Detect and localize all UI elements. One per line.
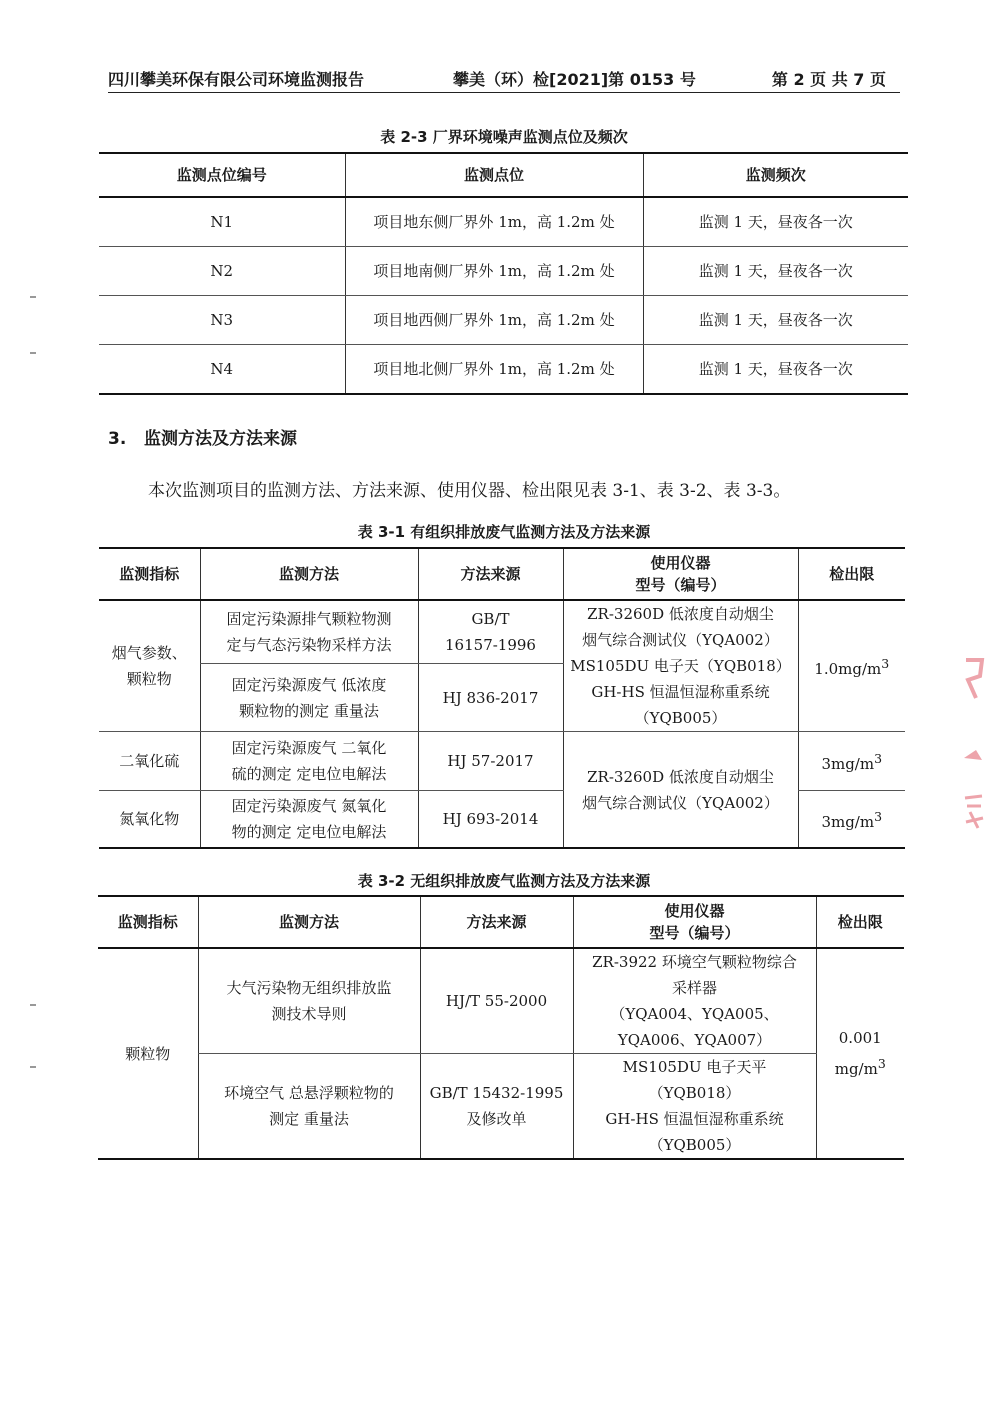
method-cell bbox=[200, 600, 418, 664]
section-heading bbox=[108, 424, 297, 449]
stamp-fragment bbox=[962, 742, 986, 756]
limit-superscript: 3 bbox=[877, 1056, 886, 1071]
intro-paragraph: 本次监测项目的监测方法、方法来源、使用仪器、检出限见表 3-1、表 3-2、表 3-3。 bbox=[148, 481, 791, 501]
instrument-line: 烟气综合测试仪（YQA002） bbox=[582, 631, 779, 649]
header-page-number: 第 2 页 共 7 页 bbox=[771, 70, 886, 89]
instrument-line: ZR-3260D 低浓度自动烟尘 bbox=[587, 605, 774, 623]
instrument-header-line: 使用仪器 bbox=[664, 902, 725, 920]
column-header: 检出限 bbox=[816, 896, 904, 948]
scan-mark bbox=[30, 1004, 36, 1006]
source-cell: HJ 693-2014 bbox=[418, 791, 563, 849]
instrument-line: GH-HS 恒温恒湿称重系统 bbox=[605, 1110, 784, 1128]
frequency: 监测 1 天，昼夜各一次 bbox=[643, 345, 908, 395]
limit-cell bbox=[816, 948, 904, 1159]
table-3-1-title: 表 3-1 有组织排放废气监测方法及方法来源 bbox=[357, 523, 651, 541]
source-cell bbox=[418, 600, 563, 664]
indicator-cell: 颗粒物 bbox=[98, 948, 198, 1159]
instrument-line: （YQB018） bbox=[648, 1084, 741, 1102]
point-location: 项目地西侧厂界外 1m，高 1.2m 处 bbox=[345, 296, 643, 345]
table-row bbox=[99, 732, 905, 791]
limit-value: 3mg/m bbox=[821, 812, 875, 831]
source-line: 16157-1996 bbox=[445, 636, 536, 655]
method-line: 硫的测定 定电位电解法 bbox=[231, 765, 387, 783]
source-line: GB/T bbox=[471, 610, 510, 629]
method-line: 测技术导则 bbox=[271, 1005, 347, 1023]
scan-mark bbox=[30, 352, 36, 354]
limit-cell bbox=[798, 600, 905, 732]
method-cell bbox=[200, 732, 418, 791]
table-2-3-title: 表 2-3 厂界环境噪声监测点位及频次 bbox=[380, 128, 628, 146]
instrument-line: ZR-3922 环境空气颗粒物综合 bbox=[592, 953, 797, 971]
method-line: 环境空气 总悬浮颗粒物的 bbox=[224, 1084, 394, 1102]
table-row bbox=[99, 600, 905, 664]
instrument-line: （YQA004、YQA005、 bbox=[610, 1005, 779, 1023]
scan-mark bbox=[30, 1066, 36, 1068]
point-id: N2 bbox=[99, 247, 345, 296]
method-line: 固定污染源废气 低浓度 bbox=[231, 675, 387, 694]
indicator-cell bbox=[99, 600, 200, 732]
source-cell bbox=[420, 1054, 573, 1160]
frequency: 监测 1 天，昼夜各一次 bbox=[643, 197, 908, 247]
limit-superscript: 3 bbox=[881, 655, 890, 671]
instrument-header-line: 型号（编号） bbox=[649, 924, 740, 942]
method-line: 固定污染源废气 二氧化 bbox=[231, 739, 387, 757]
table-row bbox=[99, 296, 908, 345]
limit-cell bbox=[798, 791, 905, 849]
table-header-row bbox=[98, 896, 904, 948]
table-header-row bbox=[99, 153, 908, 197]
method-line: 固定污染源废气 氮氧化 bbox=[231, 797, 387, 815]
page-header bbox=[108, 62, 900, 93]
point-location: 项目地南侧厂界外 1m，高 1.2m 处 bbox=[345, 247, 643, 296]
instrument-cell bbox=[573, 1054, 816, 1160]
limit-superscript: 3 bbox=[874, 808, 883, 824]
table-3-1 bbox=[99, 547, 905, 849]
instrument-line: GH-HS 恒温恒湿称重系统 bbox=[591, 683, 770, 701]
table-3-2-title: 表 3-2 无组织排放废气监测方法及方法来源 bbox=[357, 872, 651, 890]
point-id: N1 bbox=[99, 197, 345, 247]
limit-unit: mg/m bbox=[834, 1060, 878, 1078]
instrument-line: ZR-3260D 低浓度自动烟尘 bbox=[587, 767, 774, 786]
column-header: 方法来源 bbox=[418, 548, 563, 600]
limit-cell bbox=[798, 732, 905, 791]
column-header: 监测方法 bbox=[200, 548, 418, 600]
stamp-fragment bbox=[962, 656, 986, 702]
instrument-line: 采样器 bbox=[671, 979, 717, 997]
column-header bbox=[573, 896, 816, 948]
table-row bbox=[99, 197, 908, 247]
point-id: N3 bbox=[99, 296, 345, 345]
instrument-line: 烟气综合测试仪（YQA002） bbox=[582, 793, 779, 812]
method-line: 测定 重量法 bbox=[269, 1110, 349, 1128]
method-cell bbox=[200, 791, 418, 849]
indicator-cell: 二氧化硫 bbox=[99, 732, 200, 791]
table-row bbox=[99, 247, 908, 296]
table-header-row bbox=[99, 548, 905, 600]
limit-superscript: 3 bbox=[874, 750, 883, 766]
instrument-line: （YQB005） bbox=[648, 1136, 741, 1154]
table-2-3 bbox=[99, 152, 908, 395]
method-cell bbox=[200, 664, 418, 732]
method-cell bbox=[198, 1054, 420, 1160]
column-header: 监测点位 bbox=[345, 153, 643, 197]
source-line: 及修改单 bbox=[466, 1110, 527, 1128]
method-line: 固定污染源排气颗粒物测 bbox=[226, 610, 392, 629]
column-header: 监测指标 bbox=[98, 896, 198, 948]
method-line: 物的测定 定电位电解法 bbox=[231, 823, 387, 841]
section-title: 监测方法及方法来源 bbox=[144, 429, 297, 449]
source-cell: HJ 836-2017 bbox=[418, 664, 563, 732]
indicator-cell: 氮氧化物 bbox=[99, 791, 200, 849]
frequency: 监测 1 天，昼夜各一次 bbox=[643, 296, 908, 345]
method-cell bbox=[198, 948, 420, 1054]
instrument-cell bbox=[573, 948, 816, 1054]
instrument-header-line: 使用仪器 bbox=[650, 554, 711, 572]
source-line: GB/T 15432-1995 bbox=[429, 1084, 564, 1102]
table-3-2 bbox=[98, 895, 904, 1160]
frequency: 监测 1 天，昼夜各一次 bbox=[643, 247, 908, 296]
table-row bbox=[99, 345, 908, 395]
column-header: 检出限 bbox=[798, 548, 905, 600]
column-header: 监测方法 bbox=[198, 896, 420, 948]
instrument-cell bbox=[563, 732, 798, 849]
indicator-line: 颗粒物 bbox=[126, 670, 172, 688]
column-header: 监测指标 bbox=[99, 548, 200, 600]
limit-value: 3mg/m bbox=[821, 754, 875, 773]
table-row bbox=[98, 948, 904, 1054]
method-line: 颗粒物的测定 重量法 bbox=[239, 701, 379, 720]
instrument-line: （YQB005） bbox=[634, 709, 727, 727]
column-header: 监测点位编号 bbox=[99, 153, 345, 197]
point-id: N4 bbox=[99, 345, 345, 395]
point-location: 项目地东侧厂界外 1m，高 1.2m 处 bbox=[345, 197, 643, 247]
instrument-line: MS105DU 电子天平 bbox=[622, 1058, 767, 1076]
column-header: 方法来源 bbox=[420, 896, 573, 948]
column-header bbox=[563, 548, 798, 600]
source-cell: HJ/T 55-2000 bbox=[420, 948, 573, 1054]
stamp-fragment bbox=[962, 792, 986, 832]
table-row bbox=[98, 1054, 904, 1160]
indicator-line: 烟气参数、 bbox=[111, 644, 187, 662]
method-line: 大气污染物无组织排放监 bbox=[226, 979, 392, 997]
scan-mark bbox=[30, 296, 36, 298]
instrument-line: MS105DU 电子天（YQB018） bbox=[570, 657, 791, 675]
limit-value: 1.0mg/m bbox=[814, 659, 882, 678]
instrument-line: YQA006、YQA007） bbox=[617, 1031, 772, 1049]
instrument-cell bbox=[563, 600, 798, 732]
header-company: 四川攀美环保有限公司环境监测报告 bbox=[108, 70, 365, 89]
limit-value: 0.001 bbox=[838, 1029, 882, 1047]
method-line: 定与气态污染物采样方法 bbox=[226, 636, 392, 655]
header-report-number: 攀美（环）检[2021]第 0153 号 bbox=[453, 70, 696, 89]
point-location: 项目地北侧厂界外 1m，高 1.2m 处 bbox=[345, 345, 643, 395]
source-cell: HJ 57-2017 bbox=[418, 732, 563, 791]
column-header: 监测频次 bbox=[643, 153, 908, 197]
instrument-header-line: 型号（编号） bbox=[635, 576, 726, 594]
section-number: 3. bbox=[108, 429, 127, 449]
